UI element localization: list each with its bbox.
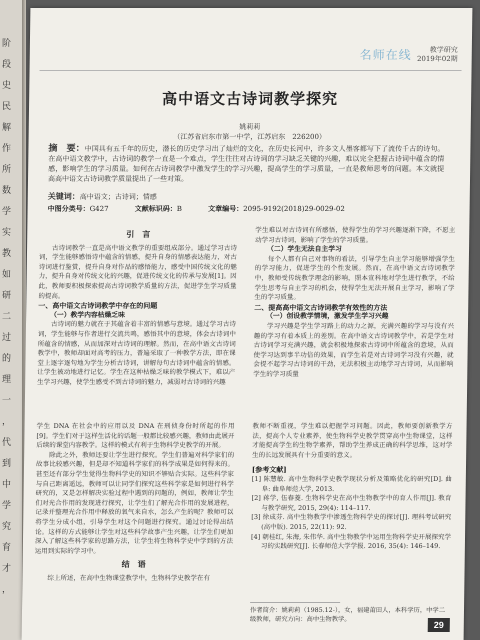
left-page-fragment: 中 [2,480,12,490]
journal-name: 教学研究 [429,46,458,54]
left-page-fragment: 代 [2,438,12,448]
paragraph: 学习兴趣是学生学习路上的动力之源，充满兴趣的学习与没有兴趣的学习有着本质上的差别。在高中语文古诗词教学中，若是学生对古诗词学习充满兴趣，就会积极地探索古诗词中所蕴含的意境，从而使学习达到事半功倍的效果，而学生若是对古诗词学习没有兴趣，就会提不起学习古诗词的干劲，无法积极主动地学习古诗词，从而影响学生的学习质量 [253,321,455,378]
reference-item: [2] 蒋学, 伍春菱. 生物科学史在高中生物教学中的育人作用[J]. 教育与教学研究, 2015, 29(4): 114–117. [251,494,452,512]
journal-page [22,8,473,640]
author-affiliation: （江苏省启东市第一中学，江苏启东 226200） [173,133,327,141]
keywords [48,191,157,202]
left-page-fragment: 理 [2,375,12,385]
intro-heading: 引 言 [126,229,151,239]
left-page-fragment: 民 [2,102,12,112]
left-page-fragment: 解 [2,123,12,133]
article-title: 高中语文古诗词教学探究 [162,90,339,108]
abstract-text: 中国具有五千年的历史，潜长的历史学习出了灿烂的文化，在历史长河中，许多文人墨客都写下了流传千古的诗句。在高中语文教学中，古诗词的教学一直是一个难点，学生往往对古诗词的学习缺乏关键的兴趣，难以完全把握古诗词中蕴含的情感，影响学生的学习质量。如何在古诗词教学中激发学生的学习兴趣，提高学生的学习质量，一直是教师思考的问题。本文就提高高中语文古诗词教学质量提出了一些对策。 [47,145,445,183]
clc-label: 中图分类号： [47,204,90,213]
left-page-fragment: 所 [2,165,12,175]
reference-item: [1] 陈慧敏. 高中生物科学史教学现状分析及策略优化的研究[D]. 曲阜: 曲阜师范大学, 2013. [251,474,452,493]
section-heading: 二、提高高中语文古诗词教学有效性的方法 [254,302,388,312]
classification-line [48,204,450,214]
left-page-fragment: 育 [2,543,12,553]
paragraph: 古诗词的魅力就在于其蕴含着丰富的情感与意境。通过学习古诗词，学生能够与作者进行交流共鸣，感悟其中的意境，体会古诗词中所蕴含的情感，从而加深对古诗词的理解。然而，在高中语文古诗词教学中，教师却面对高考的压力，普遍采取了一种教学方法，即在课堂上逐字逐句地为学生分析古诗词，讲解每句古诗词中蕴含的情感。让学生被动地进行记忆。学生在这种枯燥乏味的教学模式下，难以产生学习兴趣，使学生感受不到古诗词的魅力，减弱对古诗词的兴趣 [37,320,237,386]
conclusion-heading: 结 语 [121,559,146,570]
left-page-fragment: 实 [2,228,12,238]
header-rule [40,70,462,71]
article-no-label: 文章编号： [208,204,244,213]
paragraph: 学生难以对古诗词有所感悟，使得学生的学习兴趣逐渐下降，不愿主动学习古诗词，影响了学生的学习质量。 [255,226,456,244]
left-page-fragment: ， [2,585,12,595]
left-page-fragment: 数 [2,186,12,196]
paragraph: 每个人都有自己对事物的看法，引导学生自主学习能够增强学生的学习能力，促进学生的个性发展。然而，在高中语文古诗词教学中，教师受传统教学理念的影响，照本宣科地对学生进行教学，不给学生思考与自主学习的机会，使得学生无法开展自主学习，影响了学生的学习质量。 [254,254,455,302]
right-column-bottom [251,422,453,552]
left-page-fragment: 才 [2,564,12,574]
left-page-fragment: 教 [2,249,12,259]
paragraph: 教师不断重视，学生难以把握学习问题。因此，教师要创新教学方法，提高个人专业素养，使生物科学史教学贯穿高中生物课堂，这样才能提高学生的生物学素养，帮助学生养成正确的科学思维，这对学生的长远发展具有十分重要的意义。 [252,422,453,459]
abstract [48,144,445,184]
paragraph: 综上所述，在高中生物课堂教学中，生物科学史教学在有 [47,573,211,582]
subsection-heading: （一）教学内容枯燥乏味 [50,310,125,319]
article-no-value: 2095-9192(2018)29-0029-02 [243,205,345,213]
left-page-fragment: 作 [2,144,12,154]
keywords-text: 高中语文；古诗词；情感 [79,193,157,201]
left-page-fragment: 学 [2,207,12,217]
left-page-fragment: 段 [2,60,12,70]
column-name: 名师在线 [359,48,412,62]
left-page-fragment: 的 [2,354,12,364]
left-page-fragment: 学 [2,501,12,511]
references-heading: [参考文献] [251,465,287,475]
left-page-fragment: 研 [2,291,12,301]
page-number: 29 [428,618,450,632]
left-page-fragment: 一 [2,396,12,406]
reference-item: [4] 朝桂红, 朱海, 朱伟华. 高中生物教学中运用生物科学史开展探究学习的实践研究[J]. 长春师范大学学报. 2016, 35(4): 146–149. [250,532,452,551]
paragraph: 古诗词教学一直是高中语文教学的重要组成部分。通过学习古诗词，学生能够感悟诗中蕴含的情感，提升自身的情感表达能力，对古诗词进行鉴赏，提升自身对作品的感悟能力，感受中国传统文化的魅力，提升自身对传统文化的兴趣，促进传统文化的传承与发展[1]。因此，教师要积极探索提高古诗词教学质量的方法，促进学生学习质量的提高。 [38,243,238,300]
keywords-label: 关键词： [47,191,80,201]
abstract-label: 摘 要： [48,144,85,154]
footnote-rule [250,602,340,603]
doc-code-label: 文献标识码： [134,204,177,213]
left-page-fragment: 到 [2,459,12,469]
section-heading: 一、高中语文古诗词教学中存在的问题 [38,301,158,311]
reference-item: [3] 徐成芬. 高中生物教学中渗透生物科学史的探讨[J]. 理科考试研究(高中版). 2015, 22(11): 92. [251,513,452,531]
previous-page-edge [0,0,22,640]
left-page-fragment: 史 [2,81,12,91]
left-page-fragment: 过 [2,333,12,343]
left-page-fragment: 二 [2,312,12,322]
left-page-fragment: 阶 [2,39,12,49]
subsection-heading: （二）学生无法自主学习 [266,245,342,254]
left-page-fragment: 如 [2,270,12,280]
author-name: 姚莉莉 [239,123,261,131]
left-column-top [37,226,237,388]
doc-code-value: B [176,205,183,213]
right-column-top [253,226,455,380]
paragraph: 除此之外，教师还要让学生进行探究。学生们普遍对科学家们的故事比较感兴趣，但是却不知道科学家们的科学成果是如何得来的。甚至还有部分学生觉得生物科学史的知识不够贴合实际。这些科学家与自己距离遥远，教师可以让同学们探究这些科学家是如何进行科学研究的，又是怎样解决实验过程中遇到的问题的，例如，教师让学生们对光合作用的发现进行探究，让学生们了解光合作用的发展进程，记录并整理光合作用中释放的氧气来自水，怎么产生的呢？教师可以将学生分成小组，引导学生对这个问题进行探究。通过讨论得出结论。这样的方式能够让学生对这些科学故事产生兴趣，让学生们更加深入了解这些科学家的思路方法，让学生将生物科学史中学到的方法运用到实际的学习中。 [34,450,235,555]
running-header [417,46,458,64]
author-note: 作者简介：姚莉莉（1985.12-），女，福建莆田人，本科学历，中学二级教师，研究方向：高中生物教学。 [249,607,446,623]
subsection-heading: （一）创设教学情境，激发学生学习兴趣 [266,312,389,321]
paragraph: 学生 DNA 在社会中的应用以及 DNA 在刑侦身份时所起的作用[9]。学生们对于这样生活化的话题一般都比较感兴趣，教师由此展开后续的课堂内容教学。这样的模式有利于生物科学史教学的开展。 [36,422,235,450]
left-page-fragment: 究 [2,522,12,532]
left-column-bottom [34,422,234,584]
clc-value: G427 [89,205,109,213]
journal-issue: 2019年02期 [416,55,458,63]
left-page-fragment: ， [2,417,12,427]
